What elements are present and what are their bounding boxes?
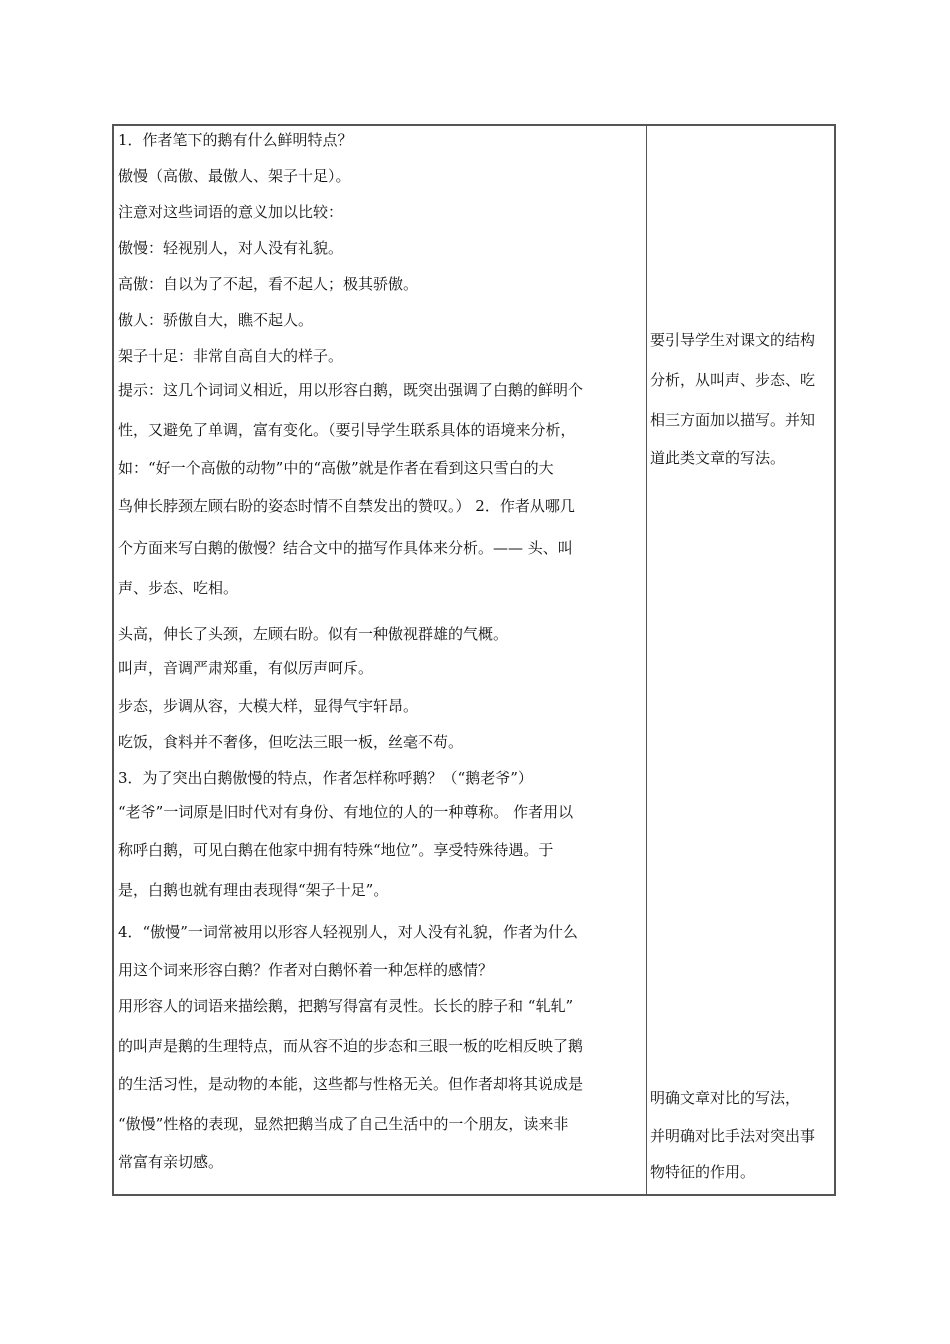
content-text-line: 傲人：骄傲自大，瞧不起人。 (118, 311, 314, 329)
content-text-line: 性，又避免了单调，富有变化。（要引导学生联系具体的语境来分析， (118, 421, 576, 439)
content-text-line: 提示：这几个词词义相近，用以形容白鹅，既突出强调了白鹅的鲜明个 (118, 381, 584, 399)
lesson-table (112, 124, 836, 1196)
note-text-line: 物特征的作用。 (650, 1163, 756, 1181)
content-text-line: 称呼白鹅，可见白鹅在他家中拥有特殊“地位”。享受特殊待遇。于 (118, 841, 554, 859)
content-text-line: 头高，伸长了头颈，左顾右盼。似有一种傲视群雄的气概。 (118, 625, 509, 643)
content-text-line: 傲慢：轻视别人，对人没有礼貌。 (118, 239, 344, 257)
content-text-line: 注意对这些词语的意义加以比较： (118, 203, 344, 221)
content-text-line: 鸟伸长脖颈左顾右盼的姿态时情不自禁发出的赞叹。） 2．作者从哪几 (118, 497, 575, 515)
content-text-line: 的叫声是鹅的生理特点，而从容不迫的步态和三眼一板的吃相反映了鹅 (118, 1037, 584, 1055)
content-text-line: 高傲：自以为了不起，看不起人；极其骄傲。 (118, 275, 419, 293)
content-text-line: “老爷”一词原是旧时代对有身份、有地位的人的一种尊称。 作者用以 (118, 803, 574, 821)
content-text-line: 架子十足：非常自高自大的样子。 (118, 347, 344, 365)
content-text-line: 用这个词来形容白鹅？作者对白鹅怀着一种怎样的感情？ (118, 961, 494, 979)
content-text-line: 是，白鹅也就有理由表现得“架子十足”。 (118, 881, 389, 899)
content-text-line: 步态，步调从容，大模大样，显得气宇轩昂。 (118, 697, 419, 715)
note-text-line: 要引导学生对课文的结构 (650, 331, 816, 349)
content-text-line: “傲慢”性格的表现，显然把鹅当成了自己生活中的一个朋友，读来非 (118, 1115, 569, 1133)
column-divider (646, 126, 647, 1194)
content-text-line: 的生活习性，是动物的本能，这些都与性格无关。但作者却将其说成是 (118, 1075, 584, 1093)
content-text-line: 1．作者笔下的鹅有什么鲜明特点？ (118, 131, 353, 149)
note-text-line: 相三方面加以描写。并知 (650, 411, 816, 429)
content-text-line: 叫声，音调严肃郑重，有似厉声呵斥。 (118, 659, 374, 677)
content-text-line: 傲慢（高傲、最傲人、架子十足）。 (118, 167, 351, 185)
content-text-line: 吃饭，食料并不奢侈，但吃法三眼一板，丝毫不苟。 (118, 733, 464, 751)
content-text-line: 4．“傲慢”一词常被用以形容人轻视别人，对人没有礼貌，作者为什么 (118, 923, 578, 941)
note-text-line: 明确文章对比的写法， (650, 1089, 801, 1107)
content-text-line: 用形容人的词语来描绘鹅，把鹅写得富有灵性。长长的脖子和 “轧轧” (118, 997, 574, 1015)
content-text-line: 3．为了突出白鹅傲慢的特点，作者怎样称呼鹅？（“鹅老爷”） (118, 769, 533, 787)
note-text-line: 分析，从叫声、步态、吃 (650, 371, 816, 389)
note-text-line: 并明确对比手法对突出事 (650, 1127, 816, 1145)
note-text-line: 道此类文章的写法。 (650, 449, 786, 467)
content-text-line: 个方面来写白鹅的傲慢？结合文中的描写作具体来分析。—— 头、叫 (118, 539, 573, 557)
content-text-line: 如：“好一个高傲的动物”中的“高傲”就是作者在看到这只雪白的大 (118, 459, 554, 477)
content-text-line: 常富有亲切感。 (118, 1153, 224, 1171)
content-text-line: 声、步态、吃相。 (118, 579, 239, 597)
